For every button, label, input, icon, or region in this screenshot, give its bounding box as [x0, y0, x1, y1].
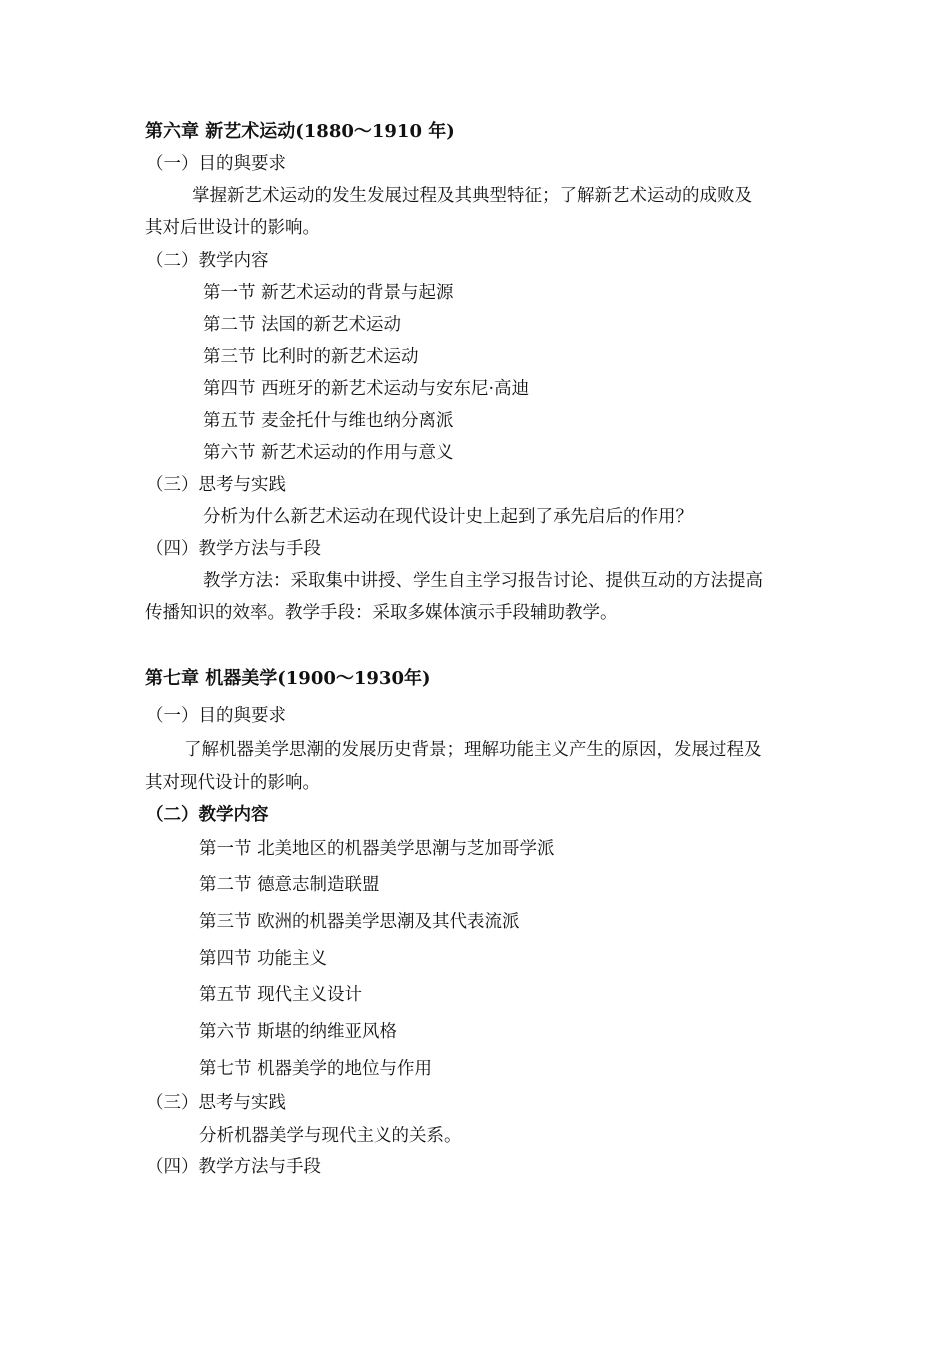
chapter7-practice-heading: （三）思考与实践: [146, 1093, 286, 1113]
chapter6-section-item: 第一节 新艺术运动的背景与起源: [203, 283, 454, 303]
chapter6-objectives-text-cont: 其对后世设计的影响。: [145, 218, 320, 238]
chapter6-practice-text: 分析为什么新艺术运动在现代设计史上起到了承先启后的作用？: [203, 507, 693, 527]
chapter6-title: 第六章 新艺术运动(1880～1910 年): [145, 121, 455, 142]
chapter6-section-item: 第五节 麦金托什与维也纳分离派: [203, 411, 454, 431]
chapter6-methods-heading: （四）教学方法与手段: [146, 539, 321, 559]
chapter7-section-item: 第四节 功能主义: [199, 949, 328, 969]
chapter6-section-item: 第三节 比利时的新艺术运动: [203, 347, 419, 367]
chapter6-methods-text-cont: 传播知识的效率。教学手段：采取多媒体演示手段辅助教学。: [145, 603, 618, 623]
chapter6-section-item: 第二节 法国的新艺术运动: [203, 315, 402, 335]
chapter6-practice-heading: （三）思考与实践: [146, 475, 286, 495]
chapter6-content-heading: （二）教学内容: [146, 251, 269, 271]
chapter7-objectives-heading: （一）目的與要求: [146, 706, 286, 726]
chapter7-methods-heading: （四）教学方法与手段: [146, 1157, 321, 1177]
chapter6-objectives-text: 掌握新艺术运动的发生发展过程及其典型特征；了解新艺术运动的成败及: [192, 186, 752, 206]
chapter6-objectives-heading: （一）目的與要求: [146, 154, 286, 174]
chapter7-objectives-text-cont: 其对现代设计的影响。: [145, 773, 320, 793]
chapter7-section-item: 第七节 机器美学的地位与作用: [199, 1059, 433, 1079]
chapter6-section-item: 第六节 新艺术运动的作用与意义: [203, 443, 454, 463]
chapter7-objectives-text: 了解机器美学思潮的发展历史背景；理解功能主义产生的原因，发展过程及: [184, 740, 762, 760]
chapter7-section-item: 第五节 现代主义设计: [199, 985, 363, 1005]
chapter7-content-heading: （二）教学内容: [146, 805, 269, 825]
chapter7-section-item: 第二节 德意志制造联盟: [199, 875, 380, 895]
chapter7-section-item: 第三节 欧洲的机器美学思潮及其代表流派: [199, 912, 520, 932]
chapter7-section-item: 第六节 斯堪的纳维亚风格: [199, 1022, 398, 1042]
chapter6-methods-text: 教学方法：采取集中讲授、学生自主学习报告讨论、提供互动的方法提高: [203, 571, 763, 591]
chapter7-title: 第七章 机器美学(1900～1930年): [145, 668, 431, 689]
chapter7-practice-text: 分析机器美学与现代主义的关系。: [199, 1126, 462, 1146]
chapter6-section-item: 第四节 西班牙的新艺术运动与安东尼·高迪: [203, 379, 530, 399]
chapter7-section-item: 第一节 北美地区的机器美学思潮与芝加哥学派: [199, 839, 555, 859]
